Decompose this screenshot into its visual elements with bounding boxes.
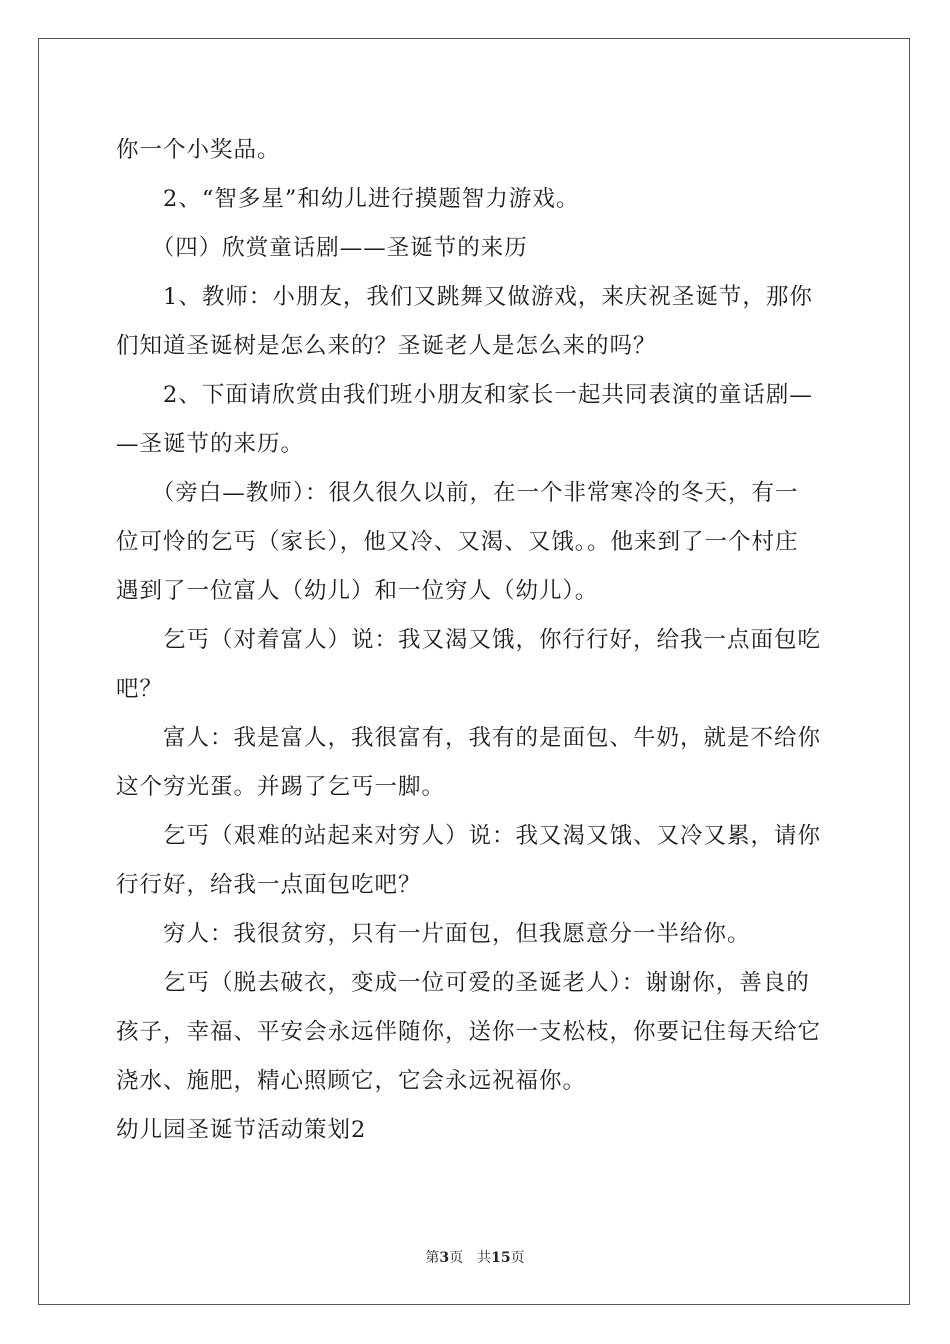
footer-prefix: 第 xyxy=(425,1250,440,1266)
text-line: —圣诞节的来历。 xyxy=(116,431,305,457)
text-line: （旁白—教师）：很久很久以前，在一个非常寒冷的冬天，有一 xyxy=(116,480,799,506)
text-line: 2、下面请欣赏由我们班小朋友和家长一起共同表演的童话剧— xyxy=(116,382,813,408)
text-line: 2、“智多星”和幼儿进行摸题智力游戏。 xyxy=(116,186,580,212)
footer-suffix: 页 xyxy=(510,1250,525,1266)
text-line: 富人：我是富人，我很富有，我有的是面包、牛奶，就是不给你 xyxy=(116,725,822,751)
text-line: 吧？ xyxy=(116,676,164,702)
text-line: 乞丐（对着富人）说：我又渴又饿，你行行好，给我一点面包吃 xyxy=(116,627,822,653)
text-line: 遇到了一位富人（幼儿）和一位穷人（幼儿）。 xyxy=(116,578,599,604)
text-line: 乞丐（艰难的站起来对穷人）说：我又渴又饿、又冷又累，请你 xyxy=(116,823,822,849)
text-line: 们知道圣诞树是怎么来的？圣诞老人是怎么来的吗？ xyxy=(116,333,657,359)
document-body xyxy=(116,126,836,1155)
current-page-number: 3 xyxy=(439,1250,450,1266)
section-heading: （四）欣赏童话剧——圣诞节的来历 xyxy=(116,235,528,261)
text-line: 浇水、施肥，精心照顾它，它会永远祝福你。 xyxy=(116,1068,587,1094)
text-line: 位可怜的乞丐（家长），他又冷、又渴、又饿。。他来到了一个村庄 xyxy=(116,529,799,555)
text-line: 孩子，幸福、平安会永远伴随你，送你一支松枝，你要记住每天给它 xyxy=(116,1019,822,1045)
total-pages-number: 15 xyxy=(491,1250,511,1266)
section-title: 幼儿园圣诞节活动策划2 xyxy=(116,1117,367,1143)
text-line: 你一个小奖品。 xyxy=(116,137,281,163)
text-line: 行行好，给我一点面包吃吧？ xyxy=(116,872,422,898)
text-line: 穷人：我很贫穷，只有一片面包，但我愿意分一半给你。 xyxy=(116,921,751,947)
text-line: 1、教师：小朋友，我们又跳舞又做游戏，来庆祝圣诞节，那你 xyxy=(116,284,813,310)
page-footer xyxy=(0,1249,950,1267)
text-line: 这个穷光蛋。并踢了乞丐一脚。 xyxy=(116,774,446,800)
footer-middle: 页 共 xyxy=(449,1250,492,1266)
text-line: 乞丐（脱去破衣，变成一位可爱的圣诞老人）：谢谢你，善良的 xyxy=(116,970,810,996)
